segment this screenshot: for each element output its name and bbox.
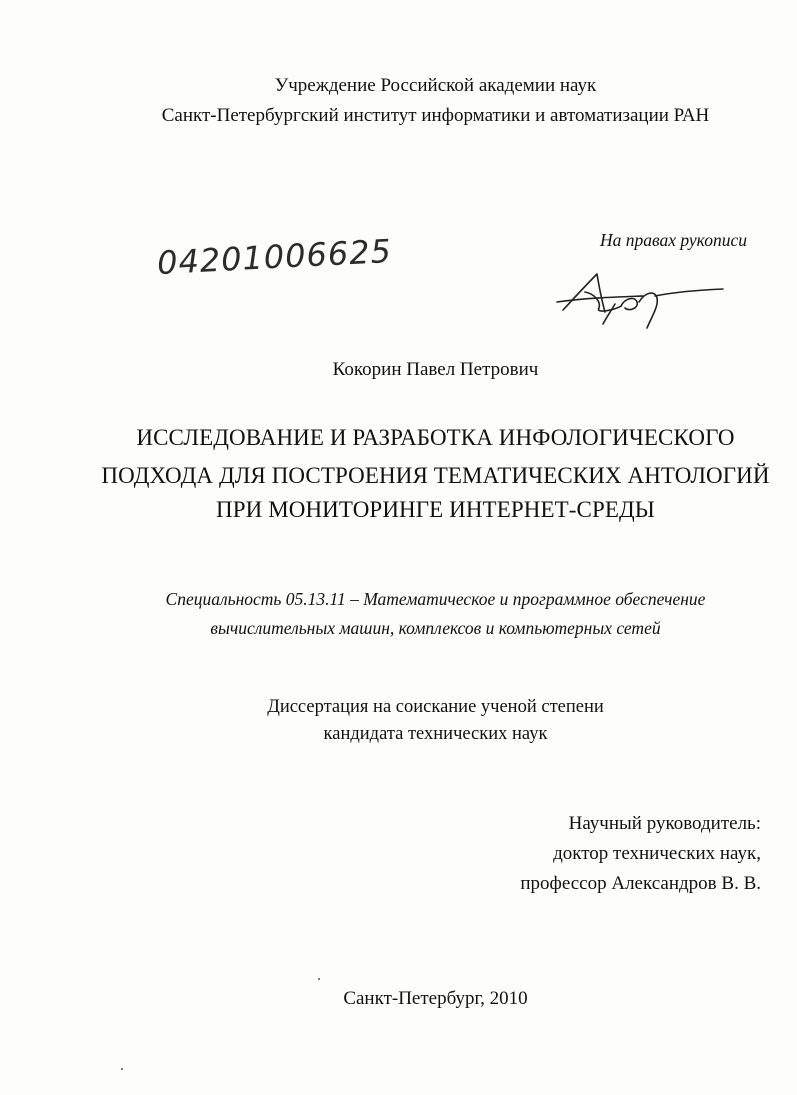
handwritten-registration-number: 04201006625: [156, 231, 393, 283]
place-and-year: Санкт-Петербург, 2010: [343, 988, 528, 1009]
specialty-line-2: вычислительных машин, комплексов и компьютерных сетей: [210, 618, 661, 638]
rights-note: На правах рукописи: [600, 230, 747, 250]
title-line-3: ПРИ МОНИТОРИНГЕ ИНТЕРНЕТ-СРЕДЫ: [216, 497, 655, 522]
scan-speck: [318, 978, 320, 980]
specialty-line-1: Специальность 05.13.11 – Математическое и программное обеспечение: [165, 589, 706, 609]
dissertation-line-2: кандидата технических наук: [323, 724, 548, 744]
title-line-2: ПОДХОДА ДЛЯ ПОСТРОЕНИЯ ТЕМАТИЧЕСКИХ АНТОЛОГИЙ: [101, 463, 770, 488]
author-name: Кокорин Павел Петрович: [332, 359, 539, 380]
signature-image: [555, 262, 730, 332]
scan-speck: [121, 1068, 123, 1070]
supervisor-degree: доктор технических наук,: [553, 843, 761, 864]
supervisor-label: Научный руководитель:: [568, 813, 761, 834]
supervisor-name: профессор Александров В. В.: [520, 873, 761, 894]
dissertation-line-1: Диссертация на соискание ученой степени: [267, 697, 604, 717]
title-line-1: ИССЛЕДОВАНИЕ И РАЗРАБОТКА ИНФОЛОГИЧЕСКОГО: [136, 425, 735, 450]
institution-line-1: Учреждение Российской академии наук: [274, 75, 597, 96]
institution-line-2: Санкт-Петербургский институт информатики и автоматизации РАН: [161, 105, 710, 126]
